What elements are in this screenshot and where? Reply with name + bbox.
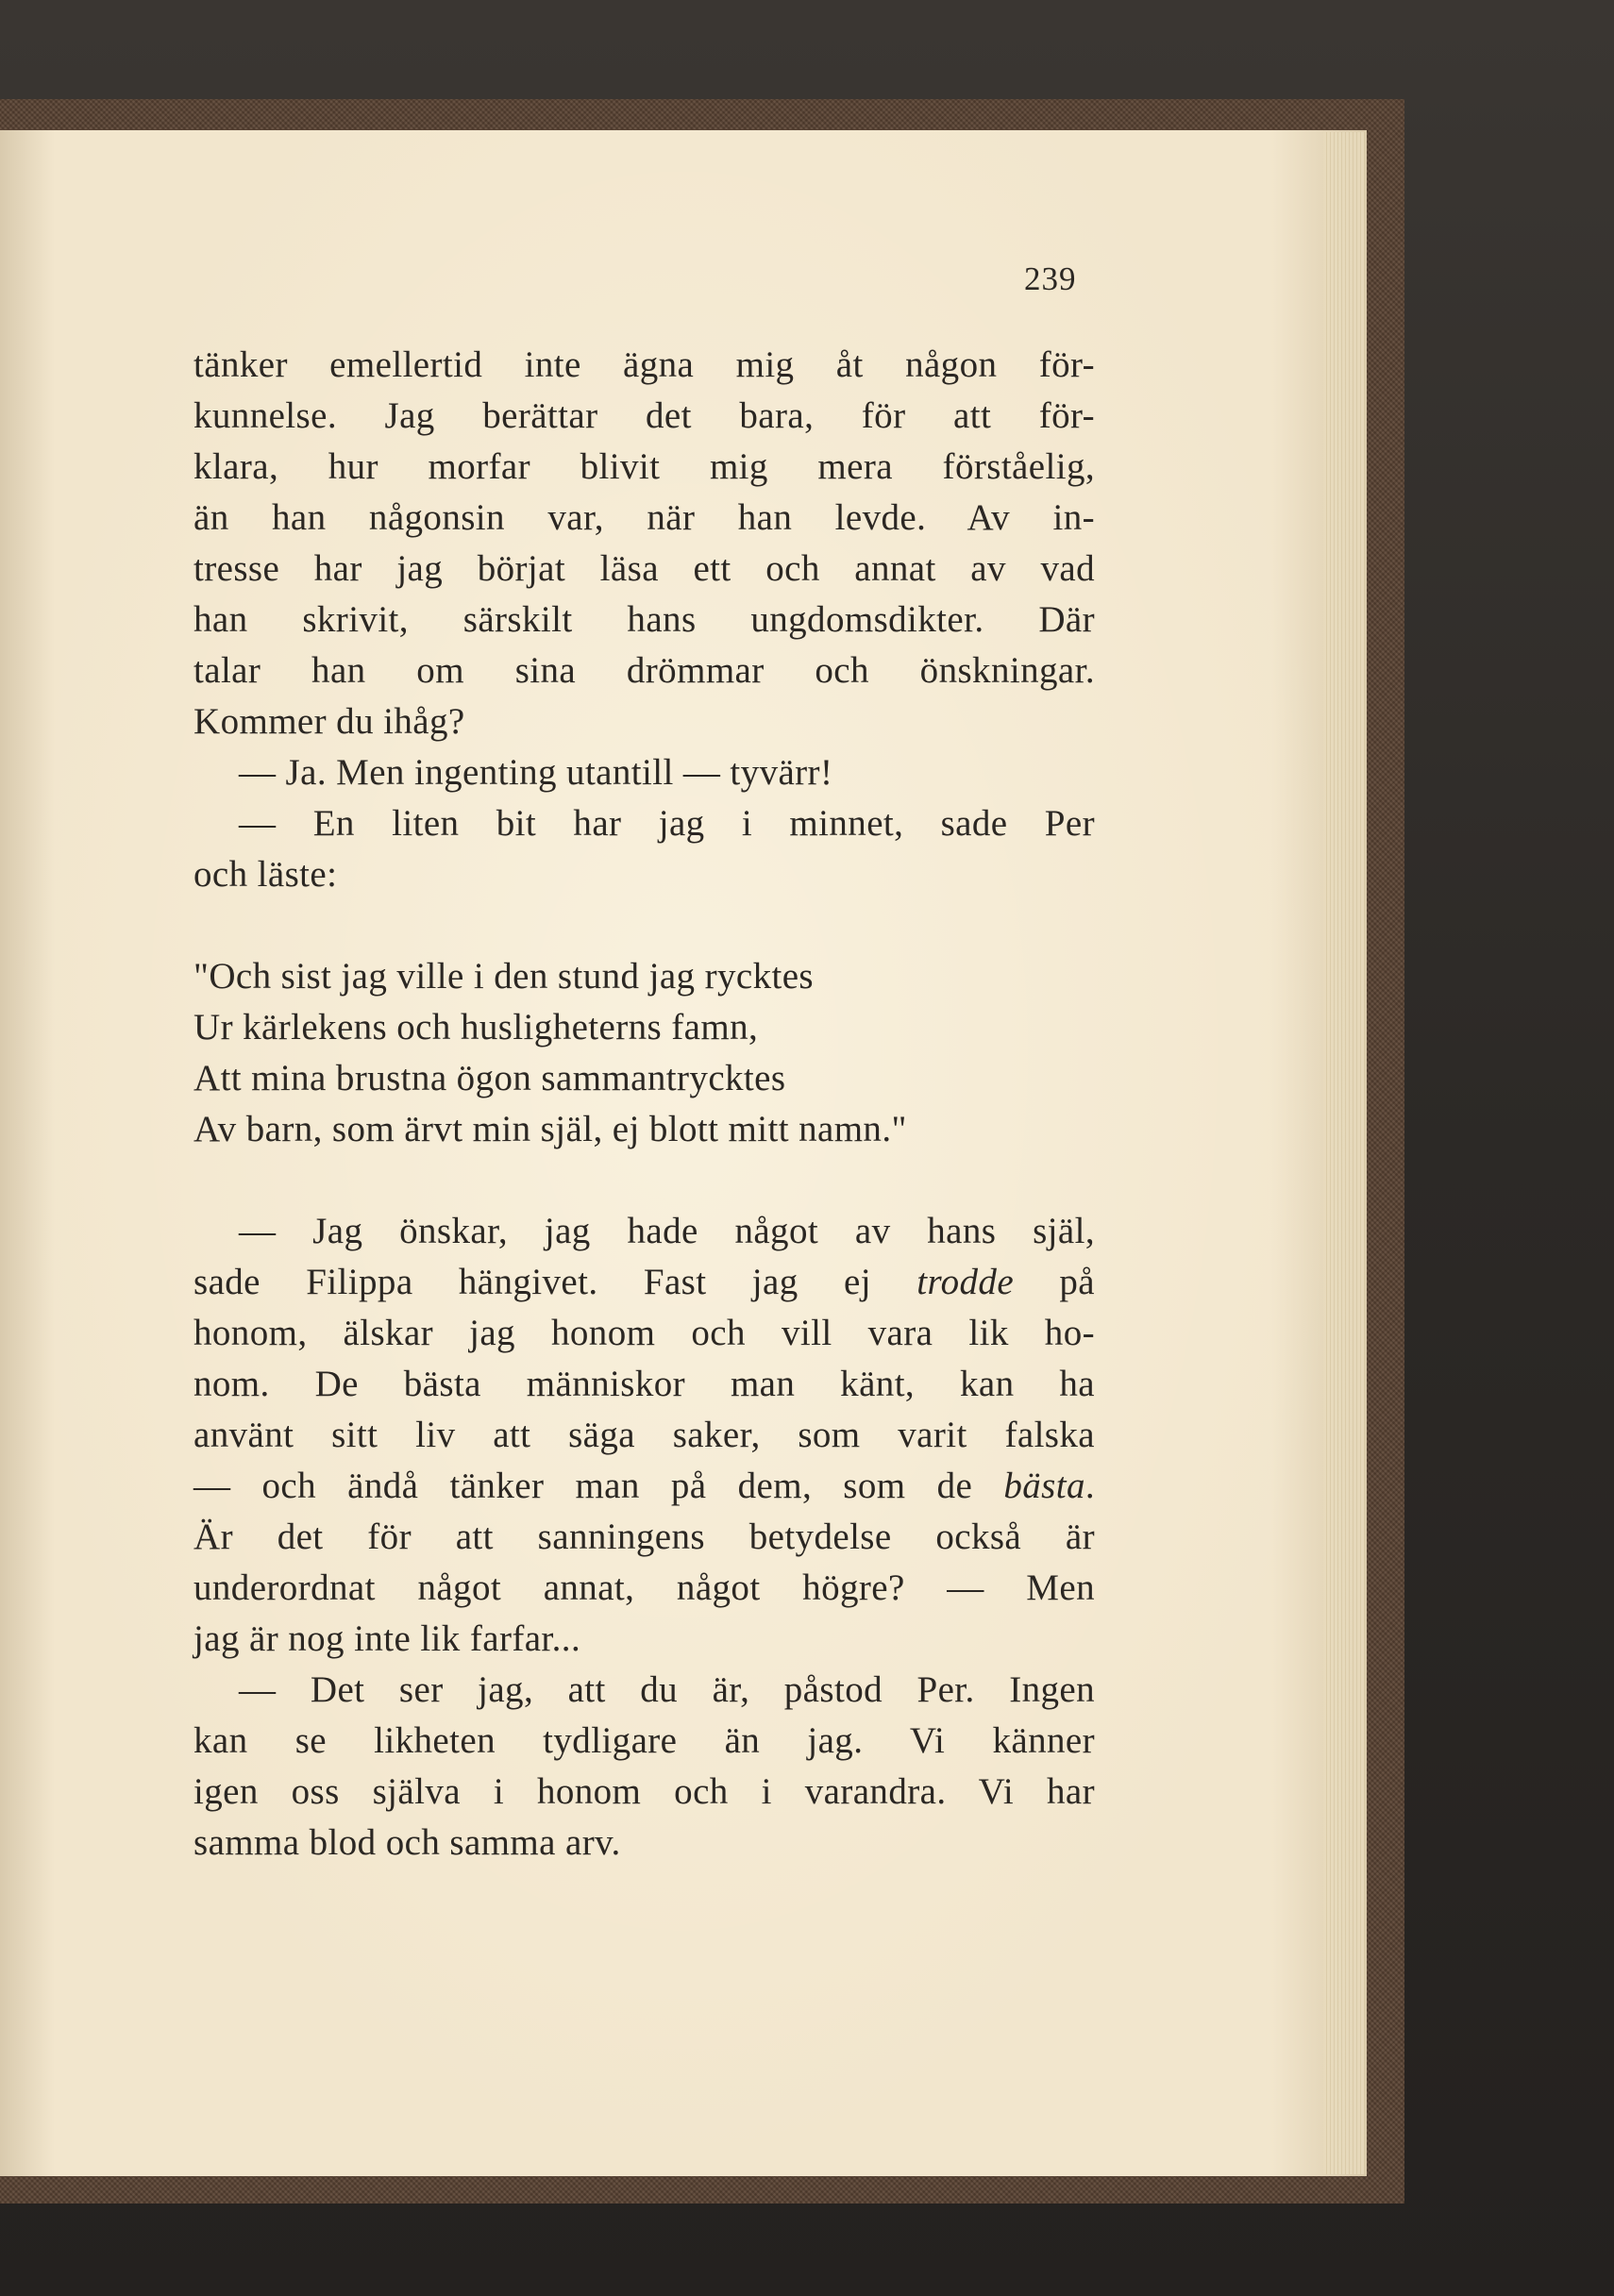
text-line: kan se likheten tydligare än jag. Vi känner [193,1720,1095,1761]
paragraph-block-2 [193,1206,1095,1869]
verse-line: Av barn, som ärvt min själ, ej blott mitt namn." [193,1109,907,1149]
text-line: än han någonsin var, när han levde. Av in- [193,497,1095,538]
stanza-gap-bottom [193,1155,1095,1206]
poem-stanza [193,951,1095,1155]
text-line: jag är nog inte lik farfar... [193,1618,581,1659]
text-line: Kommer du ihåg? [193,701,465,742]
text-line: honom, älskar jag honom och vill vara lik ho- [193,1313,1095,1353]
text-line: — En liten bit har jag i minnet, sade Per [239,803,1095,844]
page-text [193,340,1095,1869]
text-line: använt sitt liv att säga saker, som varit falska [193,1415,1095,1455]
page-number: 239 [1024,260,1077,297]
text-line: Är det för att sanningens betydelse också är [193,1517,1095,1557]
verse-line: Att mina brustna ögon sammantrycktes [193,1058,786,1098]
text-line: tänker emellertid inte ägna mig åt någon för- [193,344,1095,385]
text-line: klara, hur morfar blivit mig mera förståelig, [193,446,1095,487]
verse-line: Ur kärlekens och husligheterns famn, [193,1007,759,1047]
text-line: kunnelse. Jag berättar det bara, för att för- [193,395,1095,436]
text-line: — och ändå tänker man på dem, som de bästa. [193,1466,1095,1506]
text-line: talar han om sina drömmar och önskningar. [193,650,1095,691]
text-line: tresse har jag börjat läsa ett och annat av vad [193,548,1095,589]
text-line: och läste: [193,854,338,895]
text-line: sade Filippa hängivet. Fast jag ej trodde på [193,1262,1095,1302]
text-line: — Ja. Men ingenting utantill — tyvärr! [239,752,833,793]
text-line: han skrivit, särskilt hans ungdomsdikter. Där [193,599,1095,640]
text-line: — Det ser jag, att du är, påstod Per. Ingen [239,1669,1095,1710]
text-line: nom. De bästa människor man känt, kan ha [193,1364,1095,1404]
verse-line: "Och sist jag ville i den stund jag rycktes [193,956,815,997]
text-line: underordnat något annat, något högre? — Men [193,1567,1095,1608]
page-edges [1323,132,1365,2174]
text-line: igen oss själva i honom och i varandra. Vi har [193,1771,1095,1812]
text-line: samma blod och samma arv. [193,1822,621,1863]
stanza-gap-top [193,900,1095,951]
paragraph-block-1 [193,340,1095,900]
text-line: — Jag önskar, jag hade något av hans själ, [239,1211,1095,1251]
